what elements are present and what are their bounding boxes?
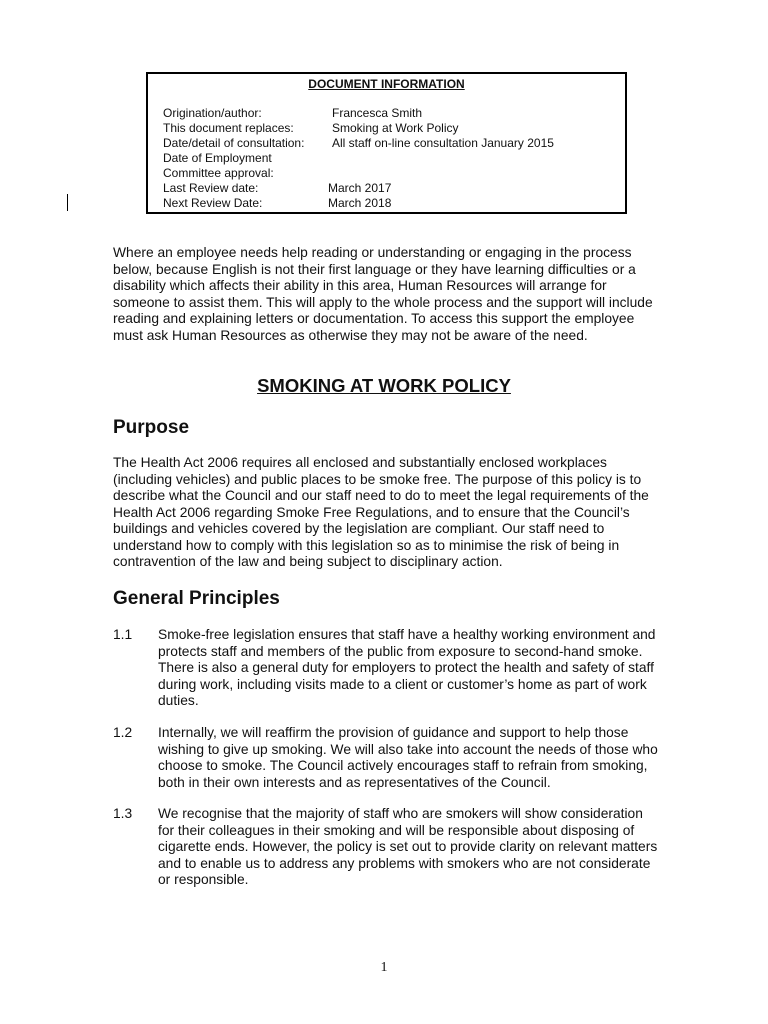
- principle-number: 1.3: [113, 806, 133, 821]
- info-value: Smoking at Work Policy: [332, 121, 459, 135]
- info-label: Last Review date:: [163, 181, 259, 195]
- info-value: Francesca Smith: [332, 106, 423, 120]
- document-information-box: [146, 72, 627, 214]
- info-label: Date of Employment: [163, 151, 272, 165]
- general-principles-heading: General Principles: [113, 588, 280, 609]
- page-number: 1: [380, 960, 388, 975]
- policy-title: SMOKING AT WORK POLICY: [257, 375, 511, 396]
- info-label: Next Review Date:: [163, 196, 263, 210]
- info-value: All staff on-line consultation January 2015: [332, 136, 554, 150]
- principle-text: We recognise that the majority of staff who are smokers will show consideration for their colleagues in their smoking and will be responsible about disposing of cigarette ends. However, the policy is set out to provide clarity on relevant matters and to enable us to address any problems with smokers who are not considerate or responsible.: [158, 806, 658, 887]
- info-label: Date/detail of consultation:: [163, 136, 305, 150]
- intro-paragraph: Where an employee needs help reading or understanding or engaging in the process below, because English is not their first language or they have learning difficulties or a disability which affects their ability in this area, Human Resources will arrange for someone to assist them. This will apply to the whole process and the support will include reading and explaining letters or documentation. To access this support the employee must ask Human Resources as otherwise they may not be aware of the need.: [113, 245, 653, 343]
- principle-number: 1.1: [113, 627, 133, 642]
- info-label: Origination/author:: [163, 106, 262, 120]
- text-cursor: [67, 194, 68, 211]
- principle-number: 1.2: [113, 725, 133, 740]
- info-value: March 2018: [328, 196, 392, 210]
- info-label: Committee approval:: [163, 166, 274, 180]
- principle-text: Smoke-free legislation ensures that staff have a healthy working environment and protects staff and members of the public from exposure to second-hand smoke. There is also a general duty for employers to protect the health and safety of staff during work, including visits made to a client or customer’s home as part of work duties.: [158, 627, 656, 708]
- info-value: March 2017: [328, 181, 392, 195]
- purpose-paragraph: The Health Act 2006 requires all enclosed and substantially enclosed workplaces (including vehicles) and public places to be smoke free. The purpose of this policy is to describe what the Council and our staff need to do to meet the legal requirements of the Health Act 2006 regarding Smoke Free Regulations, and to ensure that the Council’s buildings and vehicles covered by the legislation are compliant. Our staff need to understand how to comply with this legislation so as to minimise the risk of being in contravention of the law and being subject to disciplinary action.: [113, 455, 649, 569]
- document-information-title: DOCUMENT INFORMATION: [308, 77, 465, 91]
- purpose-heading: Purpose: [113, 417, 190, 438]
- principle-text: Internally, we will reaffirm the provision of guidance and support to help those wishing to give up smoking. We will also take into account the needs of those who choose to smoke. The Council actively encourages staff to refrain from smoking, both in their own interests and as representatives of the Council.: [158, 725, 658, 790]
- info-label: This document replaces:: [163, 121, 294, 135]
